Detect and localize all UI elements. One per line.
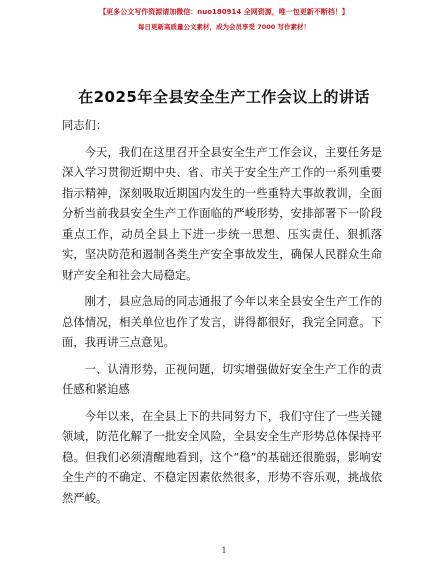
- section-heading-1: 一、认清形势，正视问题，切实增强做好安全生产工作的责任感和紧迫感: [62, 362, 382, 396]
- promo-banner: [0, 6, 448, 33]
- paragraph-opening: 今天，我们在这里召开全县安全生产工作会议，主要任务是深入学习贯彻近期中央、省、市关于安全生产工作的一系列重要指示精神，深刻吸取近期国内发生的一些重特大事故教训，全面分析当前我县安全生产工作面临的严峻形势，安排部署下一阶段重点工作，动员全县上下进一步统一思想、压实责任、狠抓落实，坚决防范和遏制各类生产安全事故发生，确保人民群众生命财产安全和社会大局稳定。: [62, 145, 382, 282]
- salutation: 同志们：: [62, 119, 108, 132]
- page-number: 1: [221, 546, 227, 555]
- document-body: [62, 116, 382, 509]
- paragraph-situation: 今年以来，在全县上下的共同努力下，我们守住了一些关键领域，防范化解了一批安全风险，全县安全生产形势总体保持平稳。但我们必须清醒地看到，这个“稳”的基础还很脆弱，影响安全生产的不确定、不稳定因素依然很多，形势不容乐观，挑战依然严峻。: [62, 409, 382, 505]
- paragraph-transition: 刚才，县应急局的同志通报了今年以来全县安全生产工作的总体情况，相关单位也作了发言，讲得都很好，我完全同意。下面，我再讲三点意见。: [62, 295, 382, 349]
- document-title: 在2025年全县安全生产工作会议上的讲话: [78, 88, 370, 106]
- promo-banner-line-2: 每日更新高质量公文素材，成为会员享受 7000 写作素材！: [137, 23, 311, 31]
- promo-banner-line-1: 【更多公文写作资源请加微信：nuo180914 全网资源，唯一包更新不断档！】: [99, 8, 349, 16]
